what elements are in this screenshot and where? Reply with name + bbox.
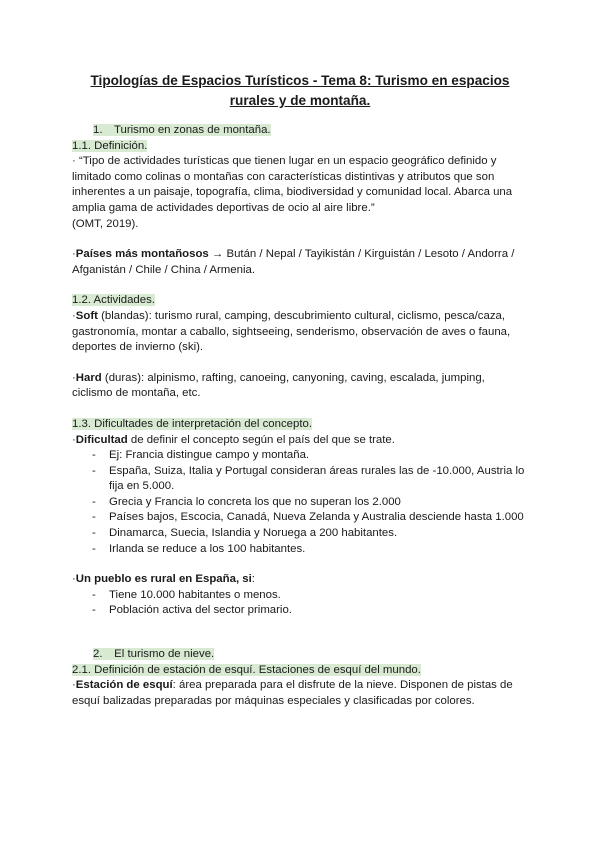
definition-quote: · “Tipo de actividades turísticas que tienen lugar en un espacio geográfico definido y limitado como colinas o montañas con características distintivas y atributos que son inherentes a un paisaje, topografía, clima, biodiversidad y comunidad local. Abarca una amplia gama de actividades deportivas de ocio al aire libre.” [72,155,513,214]
subsection-2-1-title: 2.1. Definición de estación de esquí. Estaciones de esquí del mundo. [72,663,421,676]
mountain-countries [72,247,528,278]
bullet-dot: · [72,679,76,692]
bullet-dot: · [72,433,76,446]
list-item: - Países bajos, Escocia, Canadá, Nueva Zelanda y Australia desciende hasta 1.000 [109,510,528,526]
rural-colon: : [251,573,255,586]
rural-label: Un pueblo es rural en España, si [75,573,252,586]
list-item: - España, Suiza, Italia y Portugal consideran áreas rurales las de -10.000, Austria lo fija en 5.000. [109,464,528,495]
bullet-dot: · [72,371,76,384]
ski-station-paragraph [72,678,528,709]
list-item: - Irlanda se reduce a los 100 habitantes. [109,542,528,558]
country-threshold-list [72,448,528,557]
difficulty-text: de definir el concepto según el país del que se trate. [127,433,395,446]
subsection-1-1-heading [72,139,528,155]
rural-spain-paragraph [72,572,528,588]
list-item: - Ej: Francia distingue campo y montaña. [109,448,528,464]
ski-station-text: : área preparada para el disfrute de la nieve. Disponen de pistas de esquí balizadas preparadas por máquinas especiales y clasificadas por colores. [72,679,513,707]
subsection-2-1-heading [72,663,528,679]
section-1-heading [93,123,528,139]
list-item: - Grecia y Francia lo concreta los que no superan los 2.000 [109,495,528,511]
countries-list: Bután / Nepal / Tayikistán / Kirguistán / Lesoto / Andorra / Afganistán / Chile / China / Armenia. [72,248,515,276]
section-2-number: 2. [93,648,103,661]
soft-text: (blandas): turismo rural, camping, descubrimiento cultural, ciclismo, pesca/caza, gastronomía, montar a caballo, sightseeing, senderismo, observación de aves o fauna, deportes de invierno (ski). [72,309,511,354]
bullet-dot: · [72,309,76,322]
document-body [72,123,528,709]
rural-criteria-list [72,588,528,619]
difficulty-label: Dificultad [75,433,128,446]
document-title: Tipologías de Espacios Turísticos - Tema 8: Turismo en espacios rurales y de montaña. [90,73,510,108]
arrow-icon: → [208,248,227,261]
countries-bullet: · [72,248,76,261]
ski-station-label: Estación de esquí [75,679,173,692]
hard-activities [72,371,528,402]
countries-label: Países más montañosos [75,248,209,261]
subsection-1-1-title: 1.1. Definición. [72,139,148,152]
section-1-number: 1. [93,124,103,136]
list-item: - Tiene 10.000 habitantes o menos. [109,588,528,604]
subsection-1-2-title: 1.2. Actividades. [72,294,155,307]
hard-label: Hard [75,371,102,384]
hard-text: (duras): alpinismo, rafting, canoeing, canyoning, caving, escalada, jumping, ciclismo de montaña, etc. [72,371,485,400]
bullet-dot: · [72,573,76,586]
soft-activities [72,309,528,356]
subsection-1-3-heading [72,417,528,433]
difficulty-paragraph [72,433,528,449]
section-2-heading [93,647,528,663]
subsection-1-2-heading [72,293,528,309]
soft-label: Soft [75,309,98,322]
definition-source: (OMT, 2019). [72,217,139,230]
section-1-title: Turismo en zonas de montaña. [113,124,271,136]
subsection-1-3-title: 1.3. Dificultades de interpretación del concepto. [72,417,312,430]
section-2-title: El turismo de nieve. [114,648,215,661]
list-item: - Dinamarca, Suecia, Islandia y Noruega a 200 habitantes. [109,526,528,542]
list-item: - Población activa del sector primario. [109,603,528,619]
